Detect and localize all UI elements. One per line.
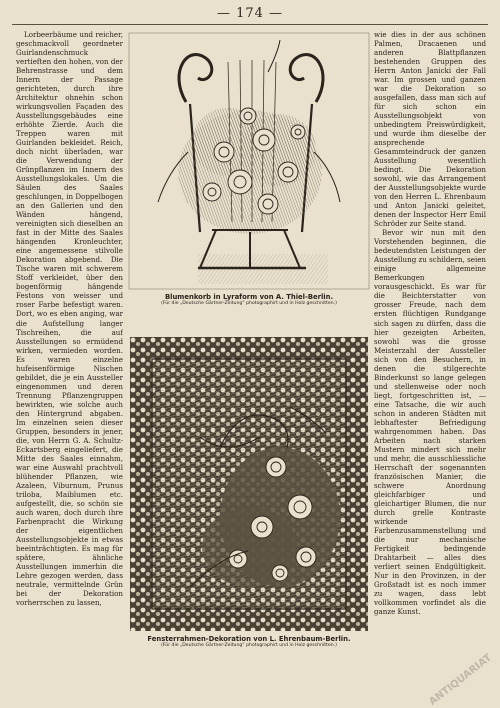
left-text-column <box>16 30 123 670</box>
top-figure-caption <box>130 293 368 307</box>
basket-engraving-svg <box>128 32 370 290</box>
bottom-figure-caption <box>130 635 368 649</box>
bottom-figure-credit: (Für die „Deutsche Gärtner-Zeitung“ photographirt und in Holz geschnitten.) <box>161 643 337 648</box>
antiquariat-watermark: ANTIQUARIAT <box>427 652 494 708</box>
basket-engraving <box>128 32 370 290</box>
top-figure-credit: (Für die „Deutsche Gärtner-Zeitung“ photographirt und in Holz geschnitten.) <box>161 301 337 306</box>
top-figure-title: Blumenkorb in Lyraform von A. Thiel-Berlin. <box>164 293 334 301</box>
right-column-paragraph-2: Bevor wir nun mit den Vorstehenden beginnen, die bedeutendsten Leistungen der Ausstellung zu schildern, seien einige allgemeine Bemerkungen vorausgeschickt. Es war für die Beichterstatter von grosser Freude, nach dem ersten flüchtigen Rundgange sich sagen zu dürfen, dass die hier gezeigten Arbeiten, sowohl was die grosse Meisterzahl der Aussteller sich von den Besuchern, in denen die stilgerechte Binderkunst so lange gelegen und stellenweise oder noch liegt, fortgeschritten ist, — eine Tatsache, die wir auch schon in anderen Städten mit lebhaftester Befriedigung wahrgenommen haben. Das Arbeiten nach starken Mustern mindert sich mehr und mehr, die ausschliessliche Herrschaft der sogenannten französischen Manier, die schwere Anordnung gleichfarbiger und gleichartiger Blumen, die nur durch grelle Kontraste wirkende Farbenzusammenstellung und die nur mechanische Fertigkeit bedingende Drahtarbeit — alles dies verliert seinen Endgültigkeit. Nur in den Provinzen, in der Großstadt ist es noch immer zu wagen, dass lebt vollkommen vorfindet als die ganze Kunst. <box>374 228 486 616</box>
window-frame-engraving-svg <box>130 337 368 631</box>
right-column-paragraph-1: wie dies in der aus schönen Palmen, Dracaenen und anderen Blattpflanzen bestehenden Gruppen des Herrn Anton Janicki der Fall war. Im grossen und ganzen war die Dekoration so ausgefallen, dass man sich auf für sich schon ein Ausstellungsobjekt von unbedingtem Preiswürdigkeit, und wurde ihm dieselbe der ansprechende Gesammteindruck der ganzen Ausstellung wesentlich bedingt. Die Dekoration sowohl, wie das Arrangement der Ausstellungsobjekte wurde von den Herren L. Ehrenbaum und Anton Janicki geleitet, denen der Inspector Herr Emil Schröder zur Seite stand. <box>374 30 486 229</box>
left-column-paragraph: Lorbeerbäume und reicher, geschmackvoll geordneter Guirlandenschmuck vertieften den hohen, von der Behrenstrasse und dem Innern der Passage gerichteten, durch ihre Architektur ohnehin schon wirkungsvollen Façaden des Ausstellungsgebäudes eine erhöhte Zierde. Auch die Treppen waren mit Guirlanden bekleidet. Reich, doch nicht überladen, war die Verwendung der Grünpflanzen im Innern des Ausstellungslokales. Um die Säulen des Saales geschlungen, in Doppelbogen an den Gallerien und den Wänden hängend, vereinigten sich dieselben an fast in der Mitte des Saales hängenden Kronleuchter, eine angemessene stilvolle Dekoration abgebend. Die Tische waren mit schwerem Stoff verkleidet, über den bogenförmig hängende Festons von weisser und roser Farbe befestigt waren. Dort, wo es eben anging, war die Aufstellung langer Tischreihen, die auf Ausstellungen so ermüdend wirken, vermieden worden. Es waren einzelne hufeisenförmige Nischen gebildet, die je ein Aussteller eingenommen und deren Trennung Pflanzengruppen bewirkten, wie solche auch den Hintergrund abgaben. Im einzelnen seien dieser Gruppen, besonders in jener, die, von Herrn G. A. Schultz-Eckartsberg eingeliefert, die Mitte des Saales einnahm, war eine Auswahl prachtvoll blühender Pflanzen, wie Azaleen, Viburnum, Prunus triloba, Maiblumen etc. aufgestellt, die, so schön sie auch waren, doch durch ihre Farbenpracht die Wirkung der eigentlichen Ausstellungsobjekte in etwas beeinträchtigten. Es mag für spätere, ähnliche Ausstellungen immerhin die Lehre gezogen werden, dass neutrale, vermittelnde Grün bei der Dekoration vorherrschen zu lassen, <box>16 30 123 607</box>
bottom-figure-title: Fensterrahmen-Dekoration von L. Ehrenbaum-Berlin. <box>147 635 351 643</box>
header-rule <box>12 24 488 25</box>
window-frame-engraving <box>130 337 368 631</box>
right-text-column <box>374 30 486 670</box>
page-number: — 174 — <box>216 6 284 21</box>
